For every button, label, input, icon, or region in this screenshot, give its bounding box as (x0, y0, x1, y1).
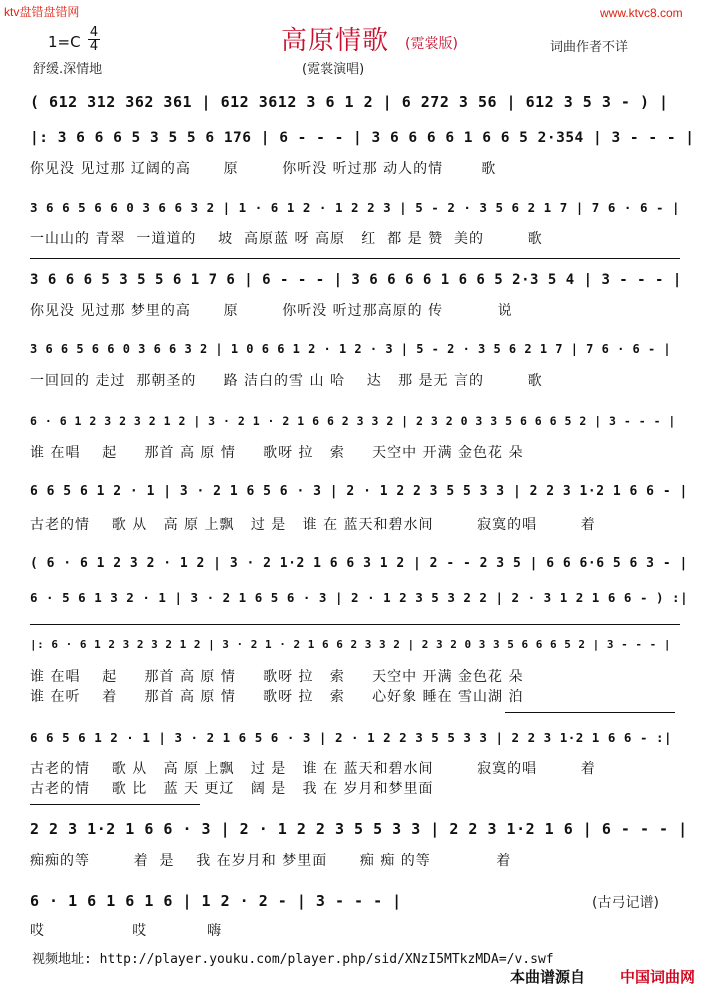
volta-bracket (30, 624, 680, 625)
source-label: 本曲谱源自 (510, 968, 586, 986)
notation-line: 6 · 1 6 1 6 1 6 | 1 2 · 2 - | 3 - - - | (30, 892, 402, 910)
credits: 词曲作者不详 (550, 40, 629, 55)
video-url[interactable]: http://player.youku.com/player.php/sid/XNzI5MTkzMDA=/v.swf (99, 952, 554, 967)
lyric-line: 你见没 见过那 梦里的高 原 你听没 听过那高原的 传 说 (30, 303, 513, 319)
lyric-line: 古老的情 歌 比 蓝 天 更辽 阔 是 我 在 岁月和梦里面 (30, 781, 434, 797)
watermark-left: ktv盘错盘错网 (4, 5, 80, 19)
score-row (22, 820, 697, 869)
lyric-line: 谁 在听 着 那首 高 原 情 歌呀 拉 索 心好象 睡在 雪山湖 泊 (30, 689, 524, 705)
notation-line: 3 6 6 5 6 6 0 3 6 6 3 2 | 1 · 6 1 2 · 1 2 2 3 | 5 - 2 · 3 5 6 2 1 7 | 7 6 · 6 - | (30, 200, 681, 215)
notation-credit: (古弓记谱) (592, 895, 659, 911)
score-row (22, 730, 697, 797)
notation-line: ( 612 312 362 361 | 612 3612 3 6 1 2 | 6 272 3 56 | 612 3 5 3 - ) | (30, 93, 669, 111)
lyric-line: 谁 在唱 起 那首 高 原 情 歌呀 拉 索 天空中 开满 金色花 朵 (30, 669, 524, 685)
key-signature: 1=C (48, 33, 81, 51)
time-signature: 4 4 (89, 25, 99, 54)
notation-line: 6 6 5 6 1 2 · 1 | 3 · 2 1 6 5 6 · 3 | 2 · 1 2 2 3 5 5 3 3 | 2 2 3 1·2 1 6 6 - :| (30, 730, 673, 745)
volta-bracket (30, 804, 200, 805)
video-link[interactable] (32, 948, 554, 967)
notation-line: 3 6 6 6 5 3 5 5 6 1 7 6 | 6 - - - | 3 6 6 6 6 1 6 6 5 2·3 5 4 | 3 - - - | (30, 272, 682, 288)
lyric-line: 谁 在唱 起 那首 高 原 情 歌呀 拉 索 天空中 开满 金色花 朵 (30, 445, 524, 461)
score-row (22, 590, 697, 636)
lyric-line: 一回回的 走过 那朝圣的 路 洁白的雪 山 哈 达 那 是无 言的 歌 (30, 373, 543, 389)
notation-line: |: 6 · 6 1 2 3 2 3 2 1 2 | 3 · 2 1 · 2 1 6 6 2 3 3 2 | 2 3 2 0 3 3 5 6 6 6 5 2 | 3 - - - | (30, 638, 672, 651)
score-row (22, 484, 697, 533)
volta-bracket (30, 258, 680, 259)
score-row (22, 414, 697, 460)
watermark-right: www.ktvc8.com (600, 6, 683, 20)
lyric-line: 你见没 见过那 辽阔的高 原 你听没 听过那 动人的情 歌 (30, 161, 497, 177)
singer-label: (霓裳演唱) (302, 62, 365, 77)
lyric-line: 哎 哎 嗨 (30, 923, 223, 939)
tempo-marking: 舒缓.深情地 (33, 62, 103, 77)
notation-line: 6 · 5 6 1 3 2 · 1 | 3 · 2 1 6 5 6 · 3 | 2 · 1 2 3 5 3 2 2 | 2 · 3 1 2 1 6 6 - ) :| (30, 590, 689, 605)
notation-line: |: 3 6 6 6 5 3 5 5 6 176 | 6 - - - | 3 6 6 6 6 1 6 6 5 2·354 | 3 - - - | (30, 130, 695, 146)
notation-line: 6 6 5 6 1 2 · 1 | 3 · 2 1 6 5 6 · 3 | 2 · 1 2 2 3 5 5 3 3 | 2 2 3 1·2 1 6 6 - | (30, 484, 688, 499)
lyric-line: 古老的情 歌 从 高 原 上飘 过 是 谁 在 蓝天和碧水间 寂寞的唱 着 (30, 517, 596, 533)
lyric-line: 痴痴的等 着 是 我 在岁月和 梦里面 痴 痴 的等 着 (30, 853, 512, 869)
score-row (22, 272, 697, 318)
notation-line: ( 6 · 6 1 2 3 2 · 1 2 | 3 · 2 1·2 1 6 6 3 1 2 | 2 - - 2 3 5 | 6 6 6·6 5 6 3 - | (30, 556, 688, 571)
score-row (22, 638, 697, 705)
score-row (22, 200, 697, 246)
notation-line: 3 6 6 5 6 6 0 3 6 6 3 2 | 1 0 6 6 1 2 · 1 2 · 3 | 5 - 2 · 3 5 6 2 1 7 | 7 6 · 6 - | (30, 342, 672, 356)
score-row (22, 342, 697, 388)
source-site-link[interactable]: 中国词曲网 (620, 968, 696, 986)
lyric-line: 古老的情 歌 从 高 原 上飘 过 是 谁 在 蓝天和碧水间 寂寞的唱 着 (30, 761, 596, 777)
page-title: 高原情歌 (281, 26, 390, 56)
notation-line: 6 · 6 1 2 3 2 3 2 1 2 | 3 · 2 1 · 2 1 6 6 2 3 3 2 | 2 3 2 0 3 3 5 6 6 6 5 2 | 3 - - - | (30, 414, 676, 428)
notation-line: 2 2 3 1·2 1 6 6 · 3 | 2 · 1 2 2 3 5 5 3 3 | 2 2 3 1·2 1 6 | 6 - - - | (30, 820, 688, 838)
video-label: 视频地址: (32, 952, 92, 967)
lyric-line: 一山山的 青翠 一道道的 坡 高原蓝 呀 高原 红 都 是 赞 美的 歌 (30, 231, 543, 247)
version-label: (霓裳版) (405, 36, 458, 52)
score-row (22, 130, 697, 176)
volta-bracket (505, 712, 675, 713)
